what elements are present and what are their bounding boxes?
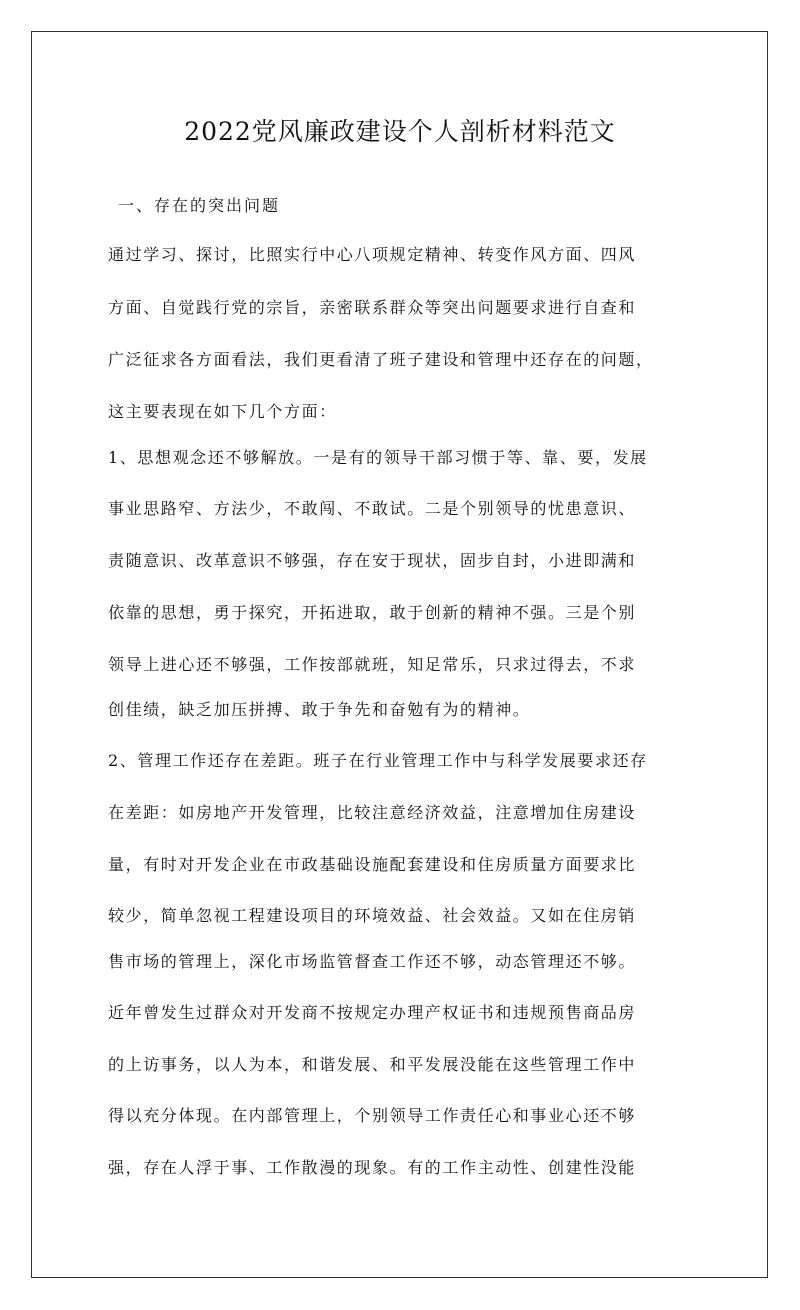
body-line: 1、思想观念还不够解放。一是有的领导干部习惯于等、靠、要，发展: [108, 448, 648, 467]
body-line: 责随意识、改革意识不够强，存在安于现状，固步自封，小进即满和: [108, 551, 637, 570]
body-line: 方面、自觉践行党的宗旨，亲密联系群众等突出问题要求进行自查和: [108, 298, 637, 317]
body-line: 近年曾发生过群众对开发商不按规定办理产权证书和违规预售商品房: [108, 1003, 637, 1022]
document-title: 2022党风廉政建设个人剖析材料范文: [184, 117, 616, 146]
body-line: 强，存在人浮于事、工作散漫的现象。有的工作主动性、创建性没能: [108, 1158, 637, 1177]
body-line: 创佳绩，缺乏加压拼搏、敢于争先和奋勉有为的精神。: [108, 700, 531, 719]
section-heading: 一、存在的突出问题: [118, 196, 281, 215]
body-line: 售市场的管理上，深化市场监管督查工作还不够，动态管理还不够。: [108, 952, 637, 971]
body-line: 依靠的思想，勇于探究，开拓进取，敢于创新的精神不强。三是个别: [108, 603, 637, 622]
body-line: 广泛征求各方面看法，我们更看清了班子建设和管理中还存在的问题，: [108, 350, 654, 369]
body-line: 这主要表现在如下几个方面：: [108, 402, 337, 421]
body-line: 2、管理工作还存在差距。班子在行业管理工作中与科学发展要求还存: [108, 751, 648, 770]
body-line: 事业思路窄、方法少，不敢闯、不敢试。二是个别领导的忧患意识、: [108, 499, 637, 518]
body-line: 在差距：如房地产开发管理，比较注意经济效益，注意增加住房建设: [108, 803, 637, 822]
body-line: 较少，简单忽视工程建设项目的环境效益、社会效益。又如在住房销: [108, 906, 637, 925]
body-line: 量，有时对开发企业在市政基础设施配套建设和住房质量方面要求比: [108, 855, 637, 874]
body-line: 领导上进心还不够强，工作按部就班，知足常乐，只求过得去，不求: [108, 655, 637, 674]
body-line: 通过学习、探讨，比照实行中心八项规定精神、转变作风方面、四风: [108, 245, 637, 264]
body-line: 得以充分体现。在内部管理上，个别领导工作责任心和事业心还不够: [108, 1106, 637, 1125]
body-line: 的上访事务，以人为本，和谐发展、和平发展没能在这些管理工作中: [108, 1055, 637, 1074]
